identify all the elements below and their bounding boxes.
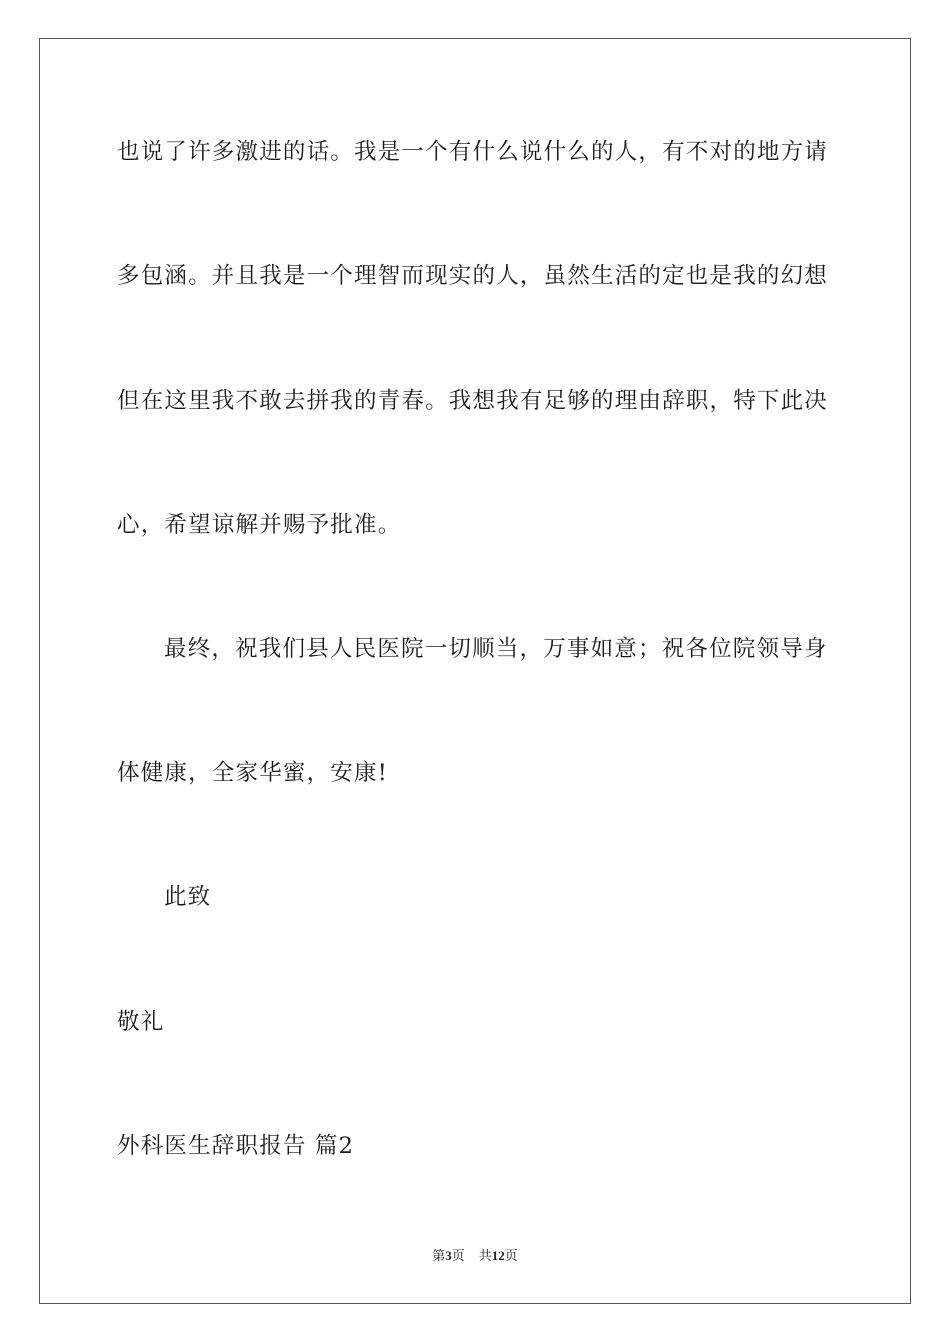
- page-number: 3: [445, 1248, 452, 1263]
- body-line-4: 心，希望谅解并赐予批准。: [117, 512, 402, 538]
- body-line-2: 多包涵。并且我是一个理智而现实的人，虽然生活的定也是我的幻想: [117, 263, 829, 289]
- body-line-1: 也说了许多激进的话。我是一个有什么说什么的人，有不对的地方请: [117, 139, 829, 165]
- page-suffix: 页: [451, 1248, 465, 1263]
- body-line-5: 最终，祝我们县人民医院一切顺当，万事如意；祝各位院领导身: [164, 636, 828, 662]
- body-line-3: 但在这里我不敢去拼我的青春。我想我有足够的理由辞职，特下此决: [117, 388, 829, 414]
- total-pages: 12: [491, 1248, 505, 1263]
- closing-salutation: 此致: [164, 884, 212, 910]
- section-heading: 外科医生辞职报告 篇2: [117, 1133, 355, 1159]
- page-prefix: 第: [432, 1248, 446, 1263]
- closing-regards: 敬礼: [117, 1009, 165, 1035]
- total-suffix: 页: [504, 1248, 518, 1263]
- page-border: [39, 38, 911, 1304]
- total-prefix: 共: [478, 1248, 492, 1263]
- body-line-6: 体健康，全家华蜜，安康!: [117, 760, 388, 786]
- page-footer: [0, 1247, 950, 1265]
